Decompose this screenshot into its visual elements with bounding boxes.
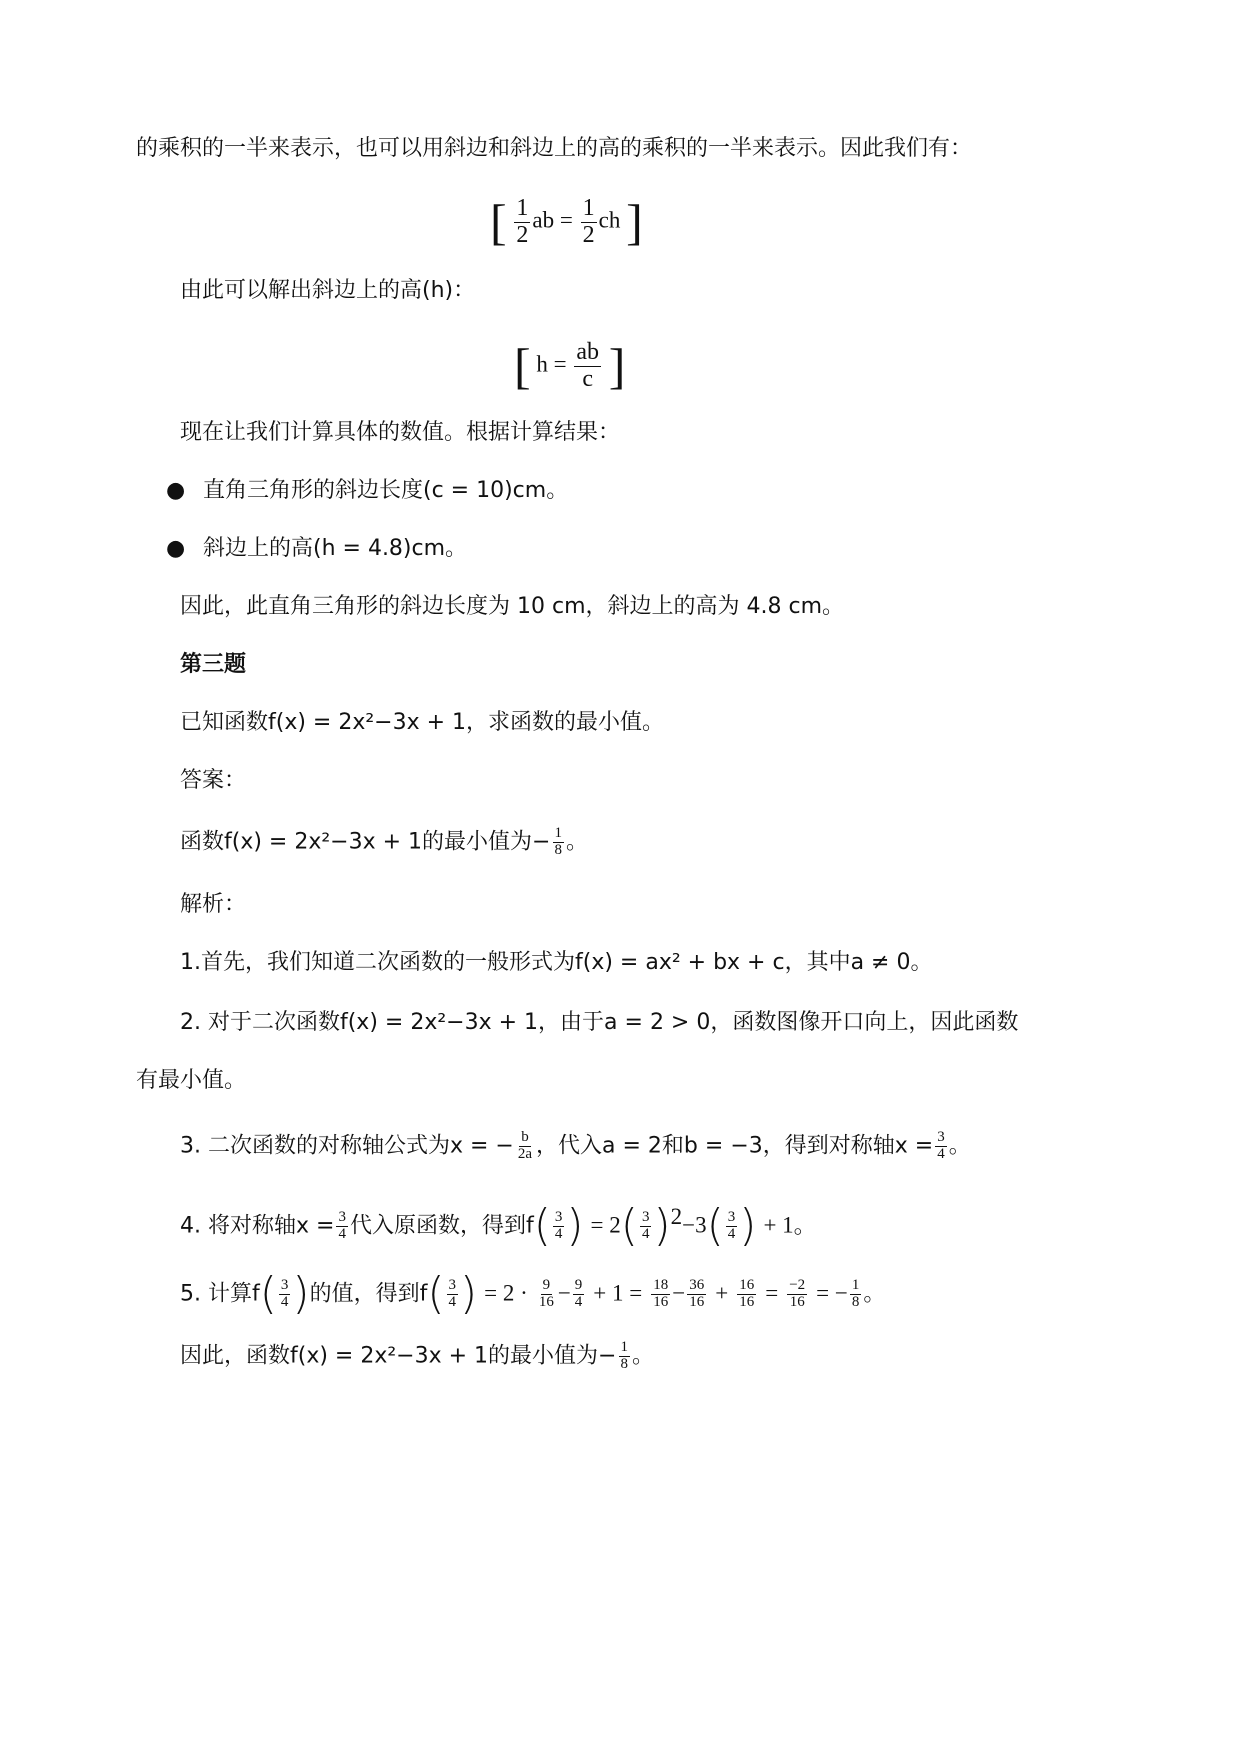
left-bracket: [ xyxy=(490,194,507,250)
equation-area-formula xyxy=(490,192,643,252)
fraction-numerator: 9 xyxy=(574,1277,583,1294)
fraction-b-over-2a xyxy=(516,1130,534,1163)
fraction-denominator: 8 xyxy=(851,1293,860,1310)
problem-statement: 已知函数f(x) = 2x²−3x + 1，求函数的最小值。 xyxy=(180,710,665,735)
fraction-numerator: 3 xyxy=(937,1129,945,1145)
step-2-continued: 有最小值。 xyxy=(136,1068,247,1093)
minus-sign: − xyxy=(672,1280,686,1306)
bullet-dot: ● xyxy=(166,536,186,561)
fraction-denominator: 4 xyxy=(641,1225,650,1242)
fraction-three-quarters xyxy=(336,1210,348,1243)
equation-term: = 2 · xyxy=(484,1280,528,1306)
equation-term: −3 xyxy=(682,1212,707,1238)
equation-term: = 2 xyxy=(590,1212,621,1238)
bullet-item: 直角三角形的斜边长度(c = 10)cm。 xyxy=(203,478,569,503)
equation-term: + 1。 xyxy=(763,1212,817,1238)
intro-line: 的乘积的一半来表示，也可以用斜边和斜边上的高的乘积的一半来表示。因此我们有： xyxy=(136,136,973,161)
fraction-numerator: −2 xyxy=(789,1277,806,1294)
fraction-denominator: 2 xyxy=(516,221,529,248)
right-paren: ) xyxy=(653,1200,671,1251)
fraction-three-quarters xyxy=(553,1210,565,1243)
step-text: 的值，得到f xyxy=(309,1281,428,1307)
fraction-denominator: 8 xyxy=(554,841,562,858)
right-paren: ) xyxy=(292,1268,310,1319)
step-4 xyxy=(180,1200,817,1253)
fraction-three-quarters xyxy=(640,1210,652,1243)
step-text: 5. 计算f xyxy=(180,1281,260,1307)
left-paren: ( xyxy=(620,1200,638,1251)
answer-text: 函数f(x) = 2x²−3x + 1的最小值为− xyxy=(180,829,551,855)
fraction-three-quarters xyxy=(447,1278,459,1311)
fraction-half-left xyxy=(514,196,530,247)
fraction-denominator: 4 xyxy=(280,1293,289,1310)
fraction-numerator: 1 xyxy=(582,195,595,222)
equals-sign: = xyxy=(559,207,573,233)
conclusion-line: 因此，此直角三角形的斜边长度为 10 cm，斜边上的高为 4.8 cm。 xyxy=(180,594,845,619)
fraction-numerator: 1 xyxy=(516,195,529,222)
punctuation: 。 xyxy=(863,1281,886,1307)
exponent: 2 xyxy=(670,1204,683,1230)
fraction-numerator: 1 xyxy=(554,825,562,841)
left-paren: ( xyxy=(259,1268,277,1319)
compute-line: 现在让我们计算具体的数值。根据计算结果： xyxy=(180,420,621,445)
answer-line xyxy=(180,826,588,859)
section-title: 第三题 xyxy=(180,652,247,677)
equation-term: ch xyxy=(598,207,621,233)
fraction-denominator: 4 xyxy=(574,1293,583,1310)
fraction-one-eighth xyxy=(553,826,565,859)
fraction-denominator: 16 xyxy=(789,1293,805,1310)
fraction-numerator: 9 xyxy=(542,1277,551,1294)
fraction-denominator: 4 xyxy=(338,1225,346,1242)
fraction-denominator: 2a xyxy=(517,1145,533,1162)
analysis-label: 解析： xyxy=(180,892,247,917)
fraction-denominator: 16 xyxy=(538,1293,554,1310)
fraction-numerator: 36 xyxy=(689,1277,705,1294)
fraction-term xyxy=(787,1278,807,1311)
fraction-ab-over-c xyxy=(574,340,601,391)
left-paren: ( xyxy=(533,1200,551,1251)
fraction-numerator: 3 xyxy=(280,1277,289,1294)
fraction-denominator: 16 xyxy=(653,1293,669,1310)
equals-sign: = xyxy=(765,1280,779,1306)
step-text: 3. 二次函数的对称轴公式为x = − xyxy=(180,1133,514,1159)
fraction-denominator: 4 xyxy=(554,1225,563,1242)
fraction-denominator: 4 xyxy=(937,1145,945,1162)
fraction-numerator: 3 xyxy=(338,1209,346,1226)
right-paren: ) xyxy=(566,1200,584,1251)
fraction-denominator: 2 xyxy=(582,221,595,248)
fraction-three-quarters xyxy=(279,1278,291,1311)
fraction-denominator: 4 xyxy=(727,1225,736,1242)
fraction-denominator: 4 xyxy=(448,1293,456,1310)
step-2: 2. 对于二次函数f(x) = 2x²−3x + 1，由于a = 2 > 0，函数图像开口向上，因此函数 xyxy=(180,1010,1019,1035)
fraction-term xyxy=(850,1278,862,1311)
fraction-denominator: c xyxy=(582,365,594,392)
punctuation: 。 xyxy=(632,1343,655,1369)
fraction-numerator: 16 xyxy=(739,1277,755,1294)
fraction-numerator: 1 xyxy=(620,1339,628,1355)
plus-one: + 1 = xyxy=(593,1280,643,1306)
fraction-numerator: b xyxy=(521,1129,529,1145)
step-text: 4. 将对称轴x = xyxy=(180,1213,335,1239)
left-bracket: [ xyxy=(514,338,531,394)
minus-sign: − xyxy=(557,1280,571,1306)
equation-height-formula xyxy=(514,336,625,396)
step-3 xyxy=(180,1130,971,1163)
fraction-denominator: 8 xyxy=(620,1355,628,1372)
right-bracket: ] xyxy=(608,338,626,394)
fraction-three-quarters xyxy=(726,1210,738,1243)
fraction-numerator: 18 xyxy=(653,1277,669,1294)
equation-term: h = xyxy=(536,351,567,377)
conclusion-text: 因此，函数f(x) = 2x²−3x + 1的最小值为− xyxy=(180,1343,617,1369)
right-paren: ) xyxy=(460,1268,478,1319)
left-paren: ( xyxy=(427,1268,445,1319)
equals-minus: = − xyxy=(816,1280,848,1306)
fraction-half-right xyxy=(581,196,597,247)
right-paren: ) xyxy=(739,1200,757,1251)
final-conclusion xyxy=(180,1340,654,1373)
fraction-numerator: 1 xyxy=(851,1277,860,1294)
fraction-term xyxy=(537,1278,556,1311)
right-bracket: ] xyxy=(626,194,643,250)
equation-term: ab xyxy=(532,207,555,233)
answer-label: 答案： xyxy=(180,768,247,793)
fraction-one-eighth xyxy=(619,1340,631,1373)
fraction-three-quarters xyxy=(935,1130,947,1163)
fraction-numerator: ab xyxy=(576,339,600,366)
bullet-dot: ● xyxy=(166,478,186,503)
solve-h-line: 由此可以解出斜边上的高(h)： xyxy=(180,278,476,303)
fraction-denominator: 16 xyxy=(689,1293,705,1310)
fraction-term xyxy=(651,1278,670,1311)
step-5 xyxy=(180,1268,885,1321)
step-1: 1.首先，我们知道二次函数的一般形式为f(x) = ax² + bx + c，其中a ≠ 0。 xyxy=(180,950,933,975)
step-text: 代入原函数，得到f xyxy=(349,1213,534,1239)
fraction-denominator: 16 xyxy=(739,1293,755,1310)
step-text: ，代入a = 2和b = −3，得到对称轴x = xyxy=(536,1133,934,1159)
fraction-term xyxy=(573,1278,585,1311)
bullet-item: 斜边上的高(h = 4.8)cm。 xyxy=(203,536,468,561)
fraction-numerator: 3 xyxy=(448,1277,456,1294)
fraction-numerator: 3 xyxy=(727,1209,736,1226)
left-paren: ( xyxy=(706,1200,724,1251)
punctuation: 。 xyxy=(948,1133,971,1159)
fraction-numerator: 3 xyxy=(554,1209,563,1226)
fraction-term xyxy=(687,1278,706,1311)
fraction-term xyxy=(737,1278,756,1311)
fraction-numerator: 3 xyxy=(641,1209,650,1226)
plus-sign: + xyxy=(715,1280,729,1306)
punctuation: 。 xyxy=(566,829,589,855)
